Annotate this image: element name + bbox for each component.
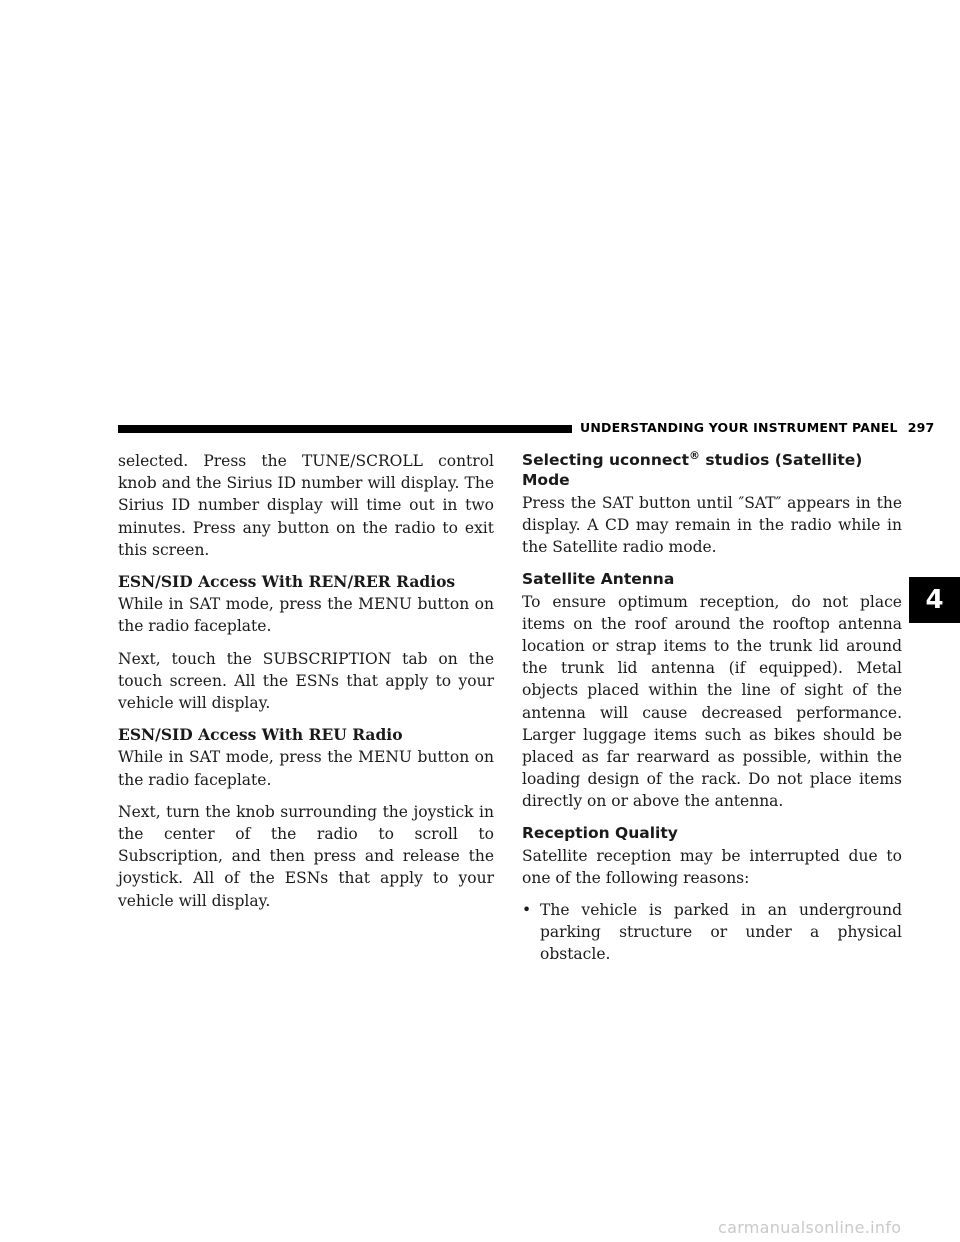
- heading-satellite-antenna: Satellite Antenna: [522, 569, 675, 588]
- paragraph: Press the SAT button until ″SAT″ appears in the display. A CD may remain in the radio while in the Satellite radio mode.: [522, 494, 902, 557]
- bullet-item: [522, 899, 902, 966]
- paragraph: Next, turn the knob surrounding the joystick in the center of the radio to scroll to Subscription, and then press and release the joystick. All of the ESNs that apply to your vehicle will display.: [118, 802, 494, 910]
- registered-mark: ®: [689, 448, 700, 462]
- heading-reception-quality: Reception Quality: [522, 823, 678, 842]
- paragraph: While in SAT mode, press the MENU button on the radio faceplate.: [118, 595, 494, 636]
- page-number: 297: [907, 420, 935, 435]
- chapter-tab: 4: [909, 577, 960, 623]
- right-column: [522, 450, 902, 966]
- paragraph: Satellite reception may be interrupted due to one of the following reasons:: [522, 846, 902, 887]
- paragraph: While in SAT mode, press the MENU button on the radio faceplate.: [118, 748, 494, 789]
- heading-text: studios (Satellite) Mode: [522, 451, 863, 489]
- header-title: UNDERSTANDING YOUR INSTRUMENT PANEL: [580, 420, 898, 435]
- bullet-text: The vehicle is parked in an underground parking structure or under a physical obstacle.: [540, 901, 902, 964]
- subheading-ren-rer: ESN/SID Access With REN/RER Radios: [118, 572, 456, 592]
- header-rule: [118, 425, 572, 433]
- subheading-reu: ESN/SID Access With REU Radio: [118, 725, 403, 745]
- bullet-icon: •: [522, 901, 532, 920]
- left-column: [118, 450, 494, 922]
- paragraph: Next, touch the SUBSCRIPTION tab on the touch screen. All the ESNs that apply to your vehicle will display.: [118, 649, 494, 713]
- paragraph: To ensure optimum reception, do not place items on the roof around the rooftop antenna location or strap items to the trunk lid around the trunk lid antenna (if equipped). Metal objects placed within the line of sight of the antenna will cause decreased performance. Larger luggage items such as bikes should be placed as far rearward as possible, within the loading design of the rack. Do not place items directly on or above the antenna.: [522, 592, 902, 811]
- heading-text: Selecting uconnect: [522, 451, 689, 469]
- running-header: [580, 420, 934, 435]
- paragraph: selected. Press the TUNE/SCROLL control knob and the Sirius ID number will display. The Sirius ID number display will time out in two minutes. Press any button on the radio to exit this screen.: [118, 452, 494, 559]
- watermark: carmanualsonline.info: [718, 1218, 902, 1237]
- heading-satellite-mode: [522, 450, 902, 490]
